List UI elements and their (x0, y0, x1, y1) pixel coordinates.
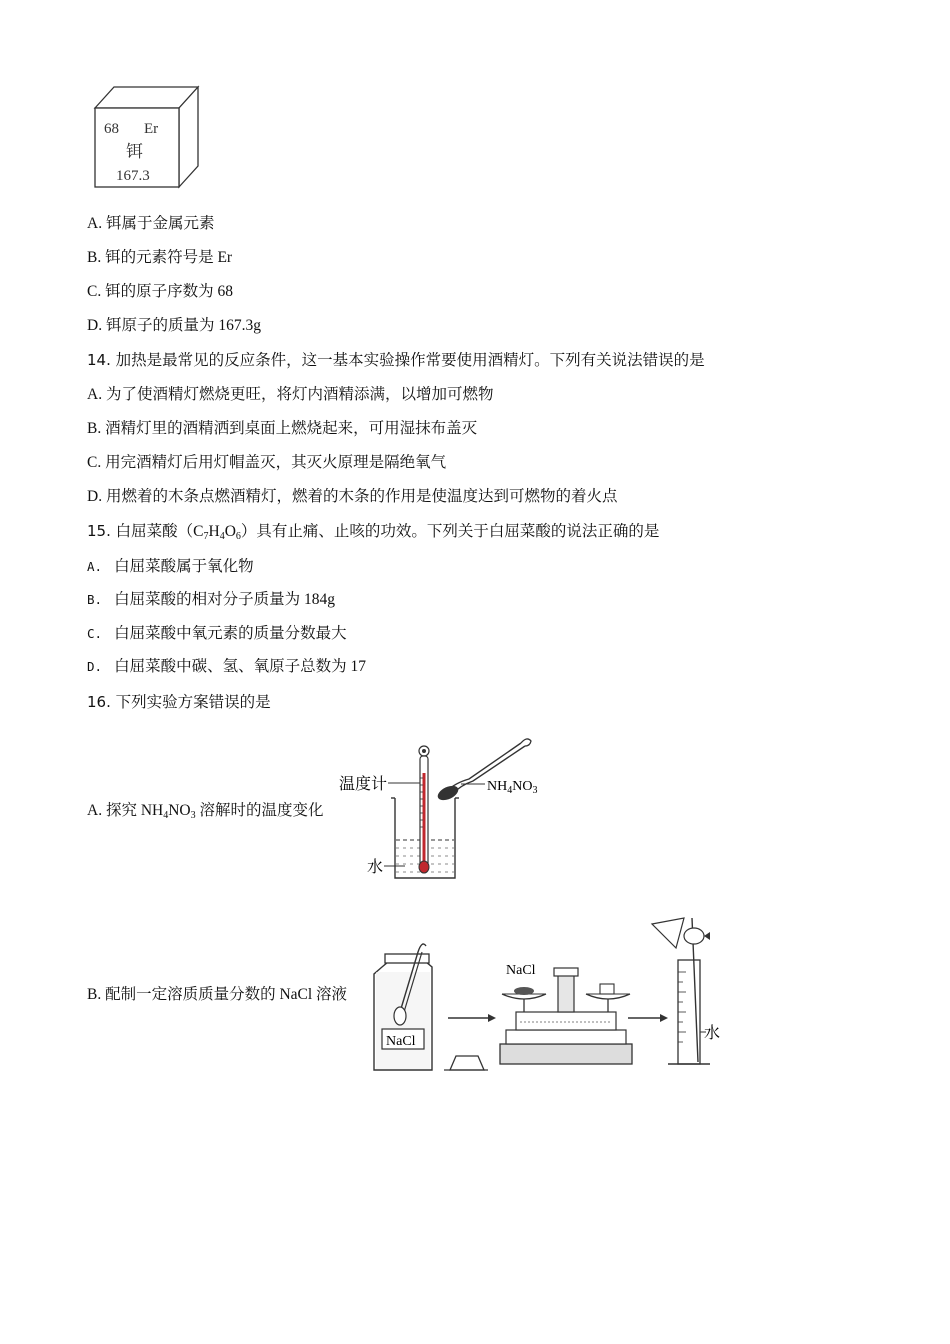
q15-option-c: C. 白屈菜酸中氧元素的质量分数最大 (87, 625, 347, 642)
q13-option-c: C. 铒的原子序数为 68 (87, 283, 233, 300)
question-number: 14 (87, 351, 107, 369)
q14-option-a: A. 为了使酒精灯燃烧更旺，将灯内酒精添满，以增加可燃物 (87, 386, 494, 403)
water-label-a: 水 (367, 857, 384, 876)
q16-option-b: B. 配制一定溶质质量分数的 NaCl 溶液 (87, 986, 348, 1003)
atomic-mass: 167.3 (116, 168, 150, 184)
nacl-solution-figure (370, 912, 730, 1080)
thermometer-label: 温度计 (339, 774, 388, 793)
atomic-number: 68 (104, 121, 119, 137)
q16-option-a: A. 探究 $NH_4NO_3$ 溶解时的温度变化 (87, 802, 324, 821)
balance-label: NaCl (506, 963, 536, 978)
q14-option-d: D. 用燃着的木条点燃酒精灯，燃着的木条的作用是使温度达到可燃物的着火点 (87, 488, 618, 505)
question-number: 15 (87, 522, 107, 540)
q15-option-d: D. 白屈菜酸中碳、氢、氧原子总数为 17 (87, 658, 366, 675)
element-symbol: Er (144, 121, 159, 137)
q14-stem-line: 14. 加热是最常见的反应条件，这一基本实验操作常要使用酒精灯。下列有关说法错误的是 (87, 351, 705, 369)
q14-stem: 加热是最常见的反应条件，这一基本实验操作常要使用酒精灯。下列有关说法错误的是 (115, 352, 705, 369)
bottle-label: NaCl (386, 1034, 416, 1049)
q15-option-a: A. 白屈菜酸属于氧化物 (87, 558, 254, 575)
q16-stem: 下列实验方案错误的是 (115, 694, 271, 711)
thermometer-beaker-figure (335, 733, 555, 883)
element-card-figure (88, 84, 202, 190)
q13-option-b: B. 铒的元素符号是 Er (87, 249, 233, 266)
reagent-label: $NH_4NO_3$ (487, 779, 538, 796)
q13-option-a: A. 铒属于金属元素 (87, 215, 215, 232)
q14-option-c: C. 用完酒精灯后用灯帽盖灭，其灭火原理是隔绝氧气 (87, 454, 447, 471)
water-label-b: 水 (704, 1023, 721, 1042)
q16-stem-line: 16. 下列实验方案错误的是 (87, 693, 271, 711)
q15-option-b: B. 白屈菜酸的相对分子质量为 184g (87, 591, 335, 608)
q15-stem-line: 15. 白屈菜酸$(C_7H_4O_6)$具有止痛、止咳的功效。下列关于白屈菜酸的说法正确的是 (87, 522, 660, 542)
element-name: 铒 (126, 142, 143, 162)
q13-option-d: D. 铒原子的质量为 167.3g (87, 317, 261, 334)
q14-option-b: B. 酒精灯里的酒精洒到桌面上燃烧起来，可用湿抹布盖灭 (87, 420, 478, 437)
question-number: 16 (87, 693, 107, 711)
